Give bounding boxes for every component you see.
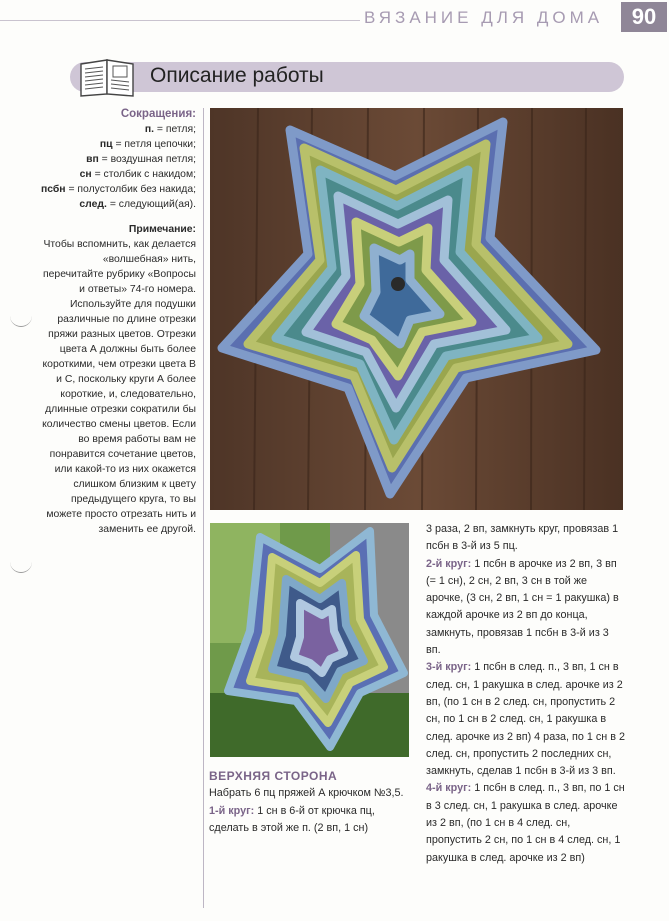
- abbreviation-item: псбн = полустолбик без накида;: [40, 184, 196, 195]
- round4-text: 1 псбн в след. п., 3 вп, по 1 сн в 3 след. сн, 1 ракушка в след. арочке из 2 вп, (по 1 сн в 4 след. сн, пропустить 2 сн, по 1 сн в 4 след. сн, 1 ракушка в след. арочке из 2 вп): [426, 782, 625, 864]
- section-title: Описание работы: [150, 64, 324, 87]
- header-rule: [0, 20, 360, 21]
- note-title: Примечание:: [128, 224, 196, 235]
- round2-label: 2-й круг:: [426, 557, 472, 570]
- instructions-column-right: [426, 521, 626, 867]
- round3-label: 3-й круг:: [426, 661, 472, 674]
- intro-text: Набрать 6 пц пряжей А крючком №3,5.: [209, 787, 404, 800]
- abbreviation-item: сн = столбик с накидом;: [79, 169, 196, 180]
- book-icon: [77, 56, 137, 98]
- note-text: Чтобы вспомнить, как делается «волшебная» нить, перечитайте рубрику «Вопросы и ответы» 74-го номера. Используйте для подушки различные по длине отрезки пряжи разных цветов. Отрезки цвета А должны быть более короткими, чем отрезки цвета В и С, поскольку круги А более короткие, и, следовательно, длинные отрезки сократили бы количество смены цветов. Если во время работы вам не понравится сочетание цветов, или какой-то из них окажется слишком близким к цвету предыдущего круга, то вы можете просто отрезать нить и заменить ее другой.: [42, 239, 196, 535]
- sidebar-notes: [40, 107, 196, 537]
- abbreviation-item: вп = воздушная петля;: [86, 154, 196, 165]
- column-divider: [203, 108, 204, 908]
- abbreviation-item: след. = следующий(ая).: [79, 199, 196, 210]
- round1-text-continued: 3 раза, 2 вп, замкнуть круг, провязав 1 псбн в 3-й из 5 пц.: [426, 523, 619, 553]
- abbreviations-title: Сокращения:: [120, 108, 196, 120]
- magazine-title: ВЯЗАНИЕ ДЛЯ ДОМА: [364, 8, 604, 27]
- star-cushion-photo: [210, 108, 623, 510]
- abbreviation-item: пц = петля цепочки;: [99, 139, 196, 150]
- subheading: ВЕРХНЯЯ СТОРОНА: [209, 769, 338, 783]
- round2-text: 1 псбн в арочке из 2 вп, 3 вп (= 1 сн), 2 сн, 2 вп, 3 сн в той же арочке, (3 сн, 2 вп, 1 сн = 1 ракушка) в каждой арочке из 2 вп до конца, замкнуть, провязав 1 псбн в 3-й из 3 вп.: [426, 557, 619, 657]
- round3-text: 1 псбн в след. п., 3 вп, 1 сн в след. сн, 1 ракушка в след. арочке из 2 вп, (по 1 сн в 2 след. сн, пропустить 2 сн, по 1 сн в 2 след. сн, 1 ракушка в след. арочке из 2 вп) 4 раза, по 1 сн в 2 след. сн, пропустить 2 последних сн, замкнуть, сделав 1 псбн в 3-й из 3 вп.: [426, 661, 625, 778]
- round1-text: 1 сн в 6-й от крючка пц, сделать в этой же п. (2 вп, 1 сн): [209, 804, 375, 834]
- star-cushion-back-photo: [210, 523, 409, 757]
- round1-label: 1-й круг:: [209, 804, 255, 817]
- abbreviation-item: п. = петля;: [144, 124, 196, 135]
- round4-label: 4-й круг:: [426, 782, 472, 795]
- binder-hole-mark: [10, 312, 32, 327]
- binder-hole-mark: [10, 558, 32, 573]
- page-number: 90: [621, 2, 667, 32]
- instructions-column-left: [209, 768, 409, 837]
